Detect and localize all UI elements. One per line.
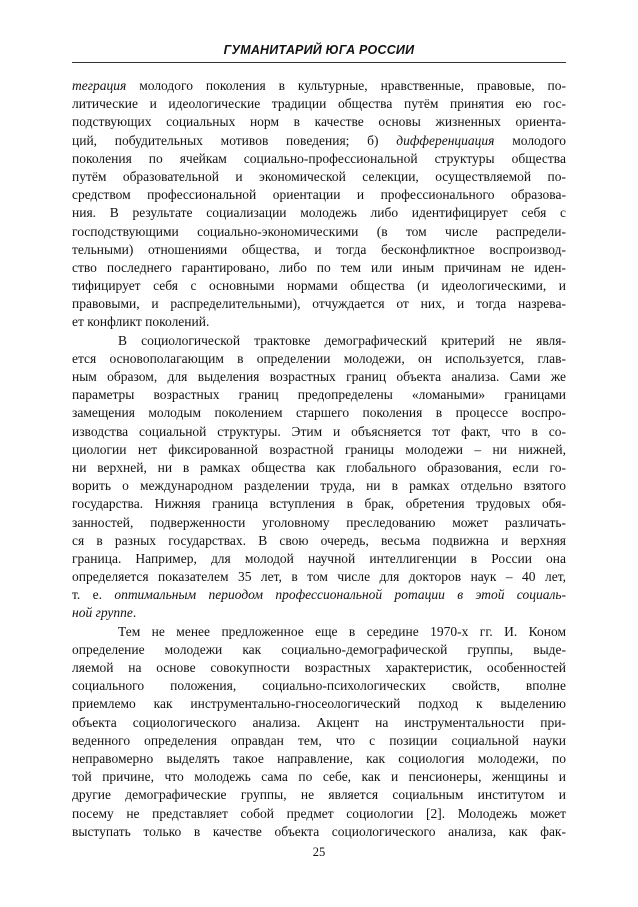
text-segment: граница. Например, для молодой научной интеллигенции в России она [72,550,566,566]
text-line [72,532,566,550]
text-segment: поколения по ячейкам социально-профессиональной структуры общества [72,150,566,166]
running-header: ГУМАНИТАРИЙ ЮГА РОССИИ [223,43,415,57]
text-segment: В социологической трактовке демографический критерий не явля- [118,332,566,348]
text-segment: замещения молодым поколением старшего поколения в процессе воспро- [72,405,566,421]
text-segment: тифицирует себя с основными нормами общества (и идеологическими, и [72,278,566,294]
text-segment: средством профессиональной ориентации и профессионального образова- [72,187,566,203]
text-line [72,514,566,532]
text-line [72,423,566,441]
text-segment: ворить о международном разделении труда, ни в рамках отдельно взятого [72,478,566,494]
text-line [72,313,566,331]
text-line [72,477,566,495]
italic-text-segment: теграция [72,78,127,93]
text-segment: веденного определения оправдан тем, что с позиции социальной науки [72,732,566,748]
text-line [72,259,566,277]
text-segment: определение молодежи как социально-демографической группы, выде- [72,641,566,657]
header-rule [72,62,566,63]
text-segment: правовыми, и распределительными), отчуждается от них, и тогда назрева- [72,296,566,312]
text-segment: приемлемо как инструментально-гносеологический подход к выделению [72,696,566,712]
text-segment: ни верхней, ни в рамках общества как глобального образования, если го- [72,459,566,475]
text-segment: социального положения, социально-психологических свойств, вполне [72,678,566,694]
text-segment: ется основополагающим в определении молодежи, он используется, глав- [72,350,566,366]
text-segment: изводства социальной структуры. Этим и объясняется тот факт, что в со- [72,423,566,439]
text-line [72,295,566,313]
text-line [72,768,566,786]
text-line [72,186,566,204]
text-line [72,404,566,422]
text-line [72,714,566,732]
text-segment: молодого [494,132,566,148]
text-segment: литические и идеологические традиции общества путём принятия ею гос- [72,96,566,112]
text-segment: определяется показателем 35 лет, в том числе для докторов наук – 40 лет, [72,569,566,585]
text-line [72,459,566,477]
text-line [72,223,566,241]
text-segment: ство последнего гарантировано, либо по тем или иным причинам не иден- [72,259,566,275]
text-segment: молодого поколения в культурные, нравственные, правовые, по- [126,78,566,93]
text-line [72,641,566,659]
text-line [72,168,566,186]
text-segment: той причине, что молодежь сама по себе, как и пенсионеры, женщины и [72,769,566,785]
text-line [72,623,566,641]
page-number: 25 [312,845,326,859]
text-segment: ния. В результате социализации молодежь либо идентифицирует себя с [72,205,566,221]
body-text [72,77,566,841]
text-line [72,241,566,259]
text-segment: циологии нет фиксированной возрастной границы молодежи – ни нижней, [72,441,566,457]
text-segment: т. е. [72,587,115,603]
text-segment: занностей, подверженности уголовному преследованию может различать- [72,514,566,530]
text-line [72,277,566,295]
text-line [72,568,566,586]
text-segment: ций, побудительных мотивов поведения; б) [72,132,397,148]
text-line [72,332,566,350]
text-line [72,805,566,823]
text-segment: выступать только в качестве объекта социологического анализа, как фак- [72,823,566,839]
text-segment: ся в разных государствах. В свою очередь, весьма подвижна и верхняя [72,532,566,548]
text-segment: ет конфликт поколений. [72,314,210,330]
text-segment: подствующих социальных норм в качестве основы жизненных ориента- [72,114,566,130]
text-segment: ным образом, для выделения возрастных границ объекта анализа. Сами же [72,369,566,384]
text-line [72,586,566,604]
text-line [72,350,566,368]
text-line [72,150,566,168]
text-line [72,677,566,695]
text-line [72,786,566,804]
text-segment: тельными) отношениями общества, и тогда бесконфликтное воспроизвод- [72,241,566,257]
text-line [72,204,566,222]
text-line [72,113,566,131]
text-segment: объекта социологического анализа. Акцент на инструментальности при- [72,714,566,730]
text-segment: путём образовательной и экономической селекции, осуществляемой по- [72,168,566,184]
text-segment: государства. Нижняя граница вступления в брак, обретения трудовых обя- [72,496,566,512]
text-line [72,77,566,95]
italic-text-segment: оптимальным периодом профессиональной ротации в этой социаль- [114,587,566,603]
text-line [72,550,566,568]
text-line [72,132,566,150]
text-line [72,386,566,404]
text-line [72,368,566,386]
text-segment: другие демографические группы, не является социальным институтом и [72,787,566,803]
text-line [72,95,566,113]
text-segment: господствующими социально-экономическими (в том числе распредели- [72,223,566,239]
text-line [72,441,566,459]
text-line [72,695,566,713]
text-segment: параметры возрастных границ предопределены «ломаными» границами [72,387,566,403]
text-line [72,659,566,677]
text-line [72,823,566,841]
italic-text-segment: дифференциация [396,132,495,148]
text-line [72,732,566,750]
text-segment: ляемой на основе совокупности возрастных характеристик, особенностей [72,660,566,675]
text-line [72,604,566,622]
italic-text-segment: ной группе [72,605,133,621]
text-segment: . [132,605,137,621]
text-segment: Тем не менее предложенное еще в середине 1970-х гг. И. Коном [118,623,566,639]
text-segment: посему не представляет собой предмет социологии [2]. Молодежь может [72,805,566,821]
text-line [72,495,566,513]
text-segment: неправомерно выделять такое направление, как социология молодежи, по [72,750,566,766]
text-line [72,750,566,768]
